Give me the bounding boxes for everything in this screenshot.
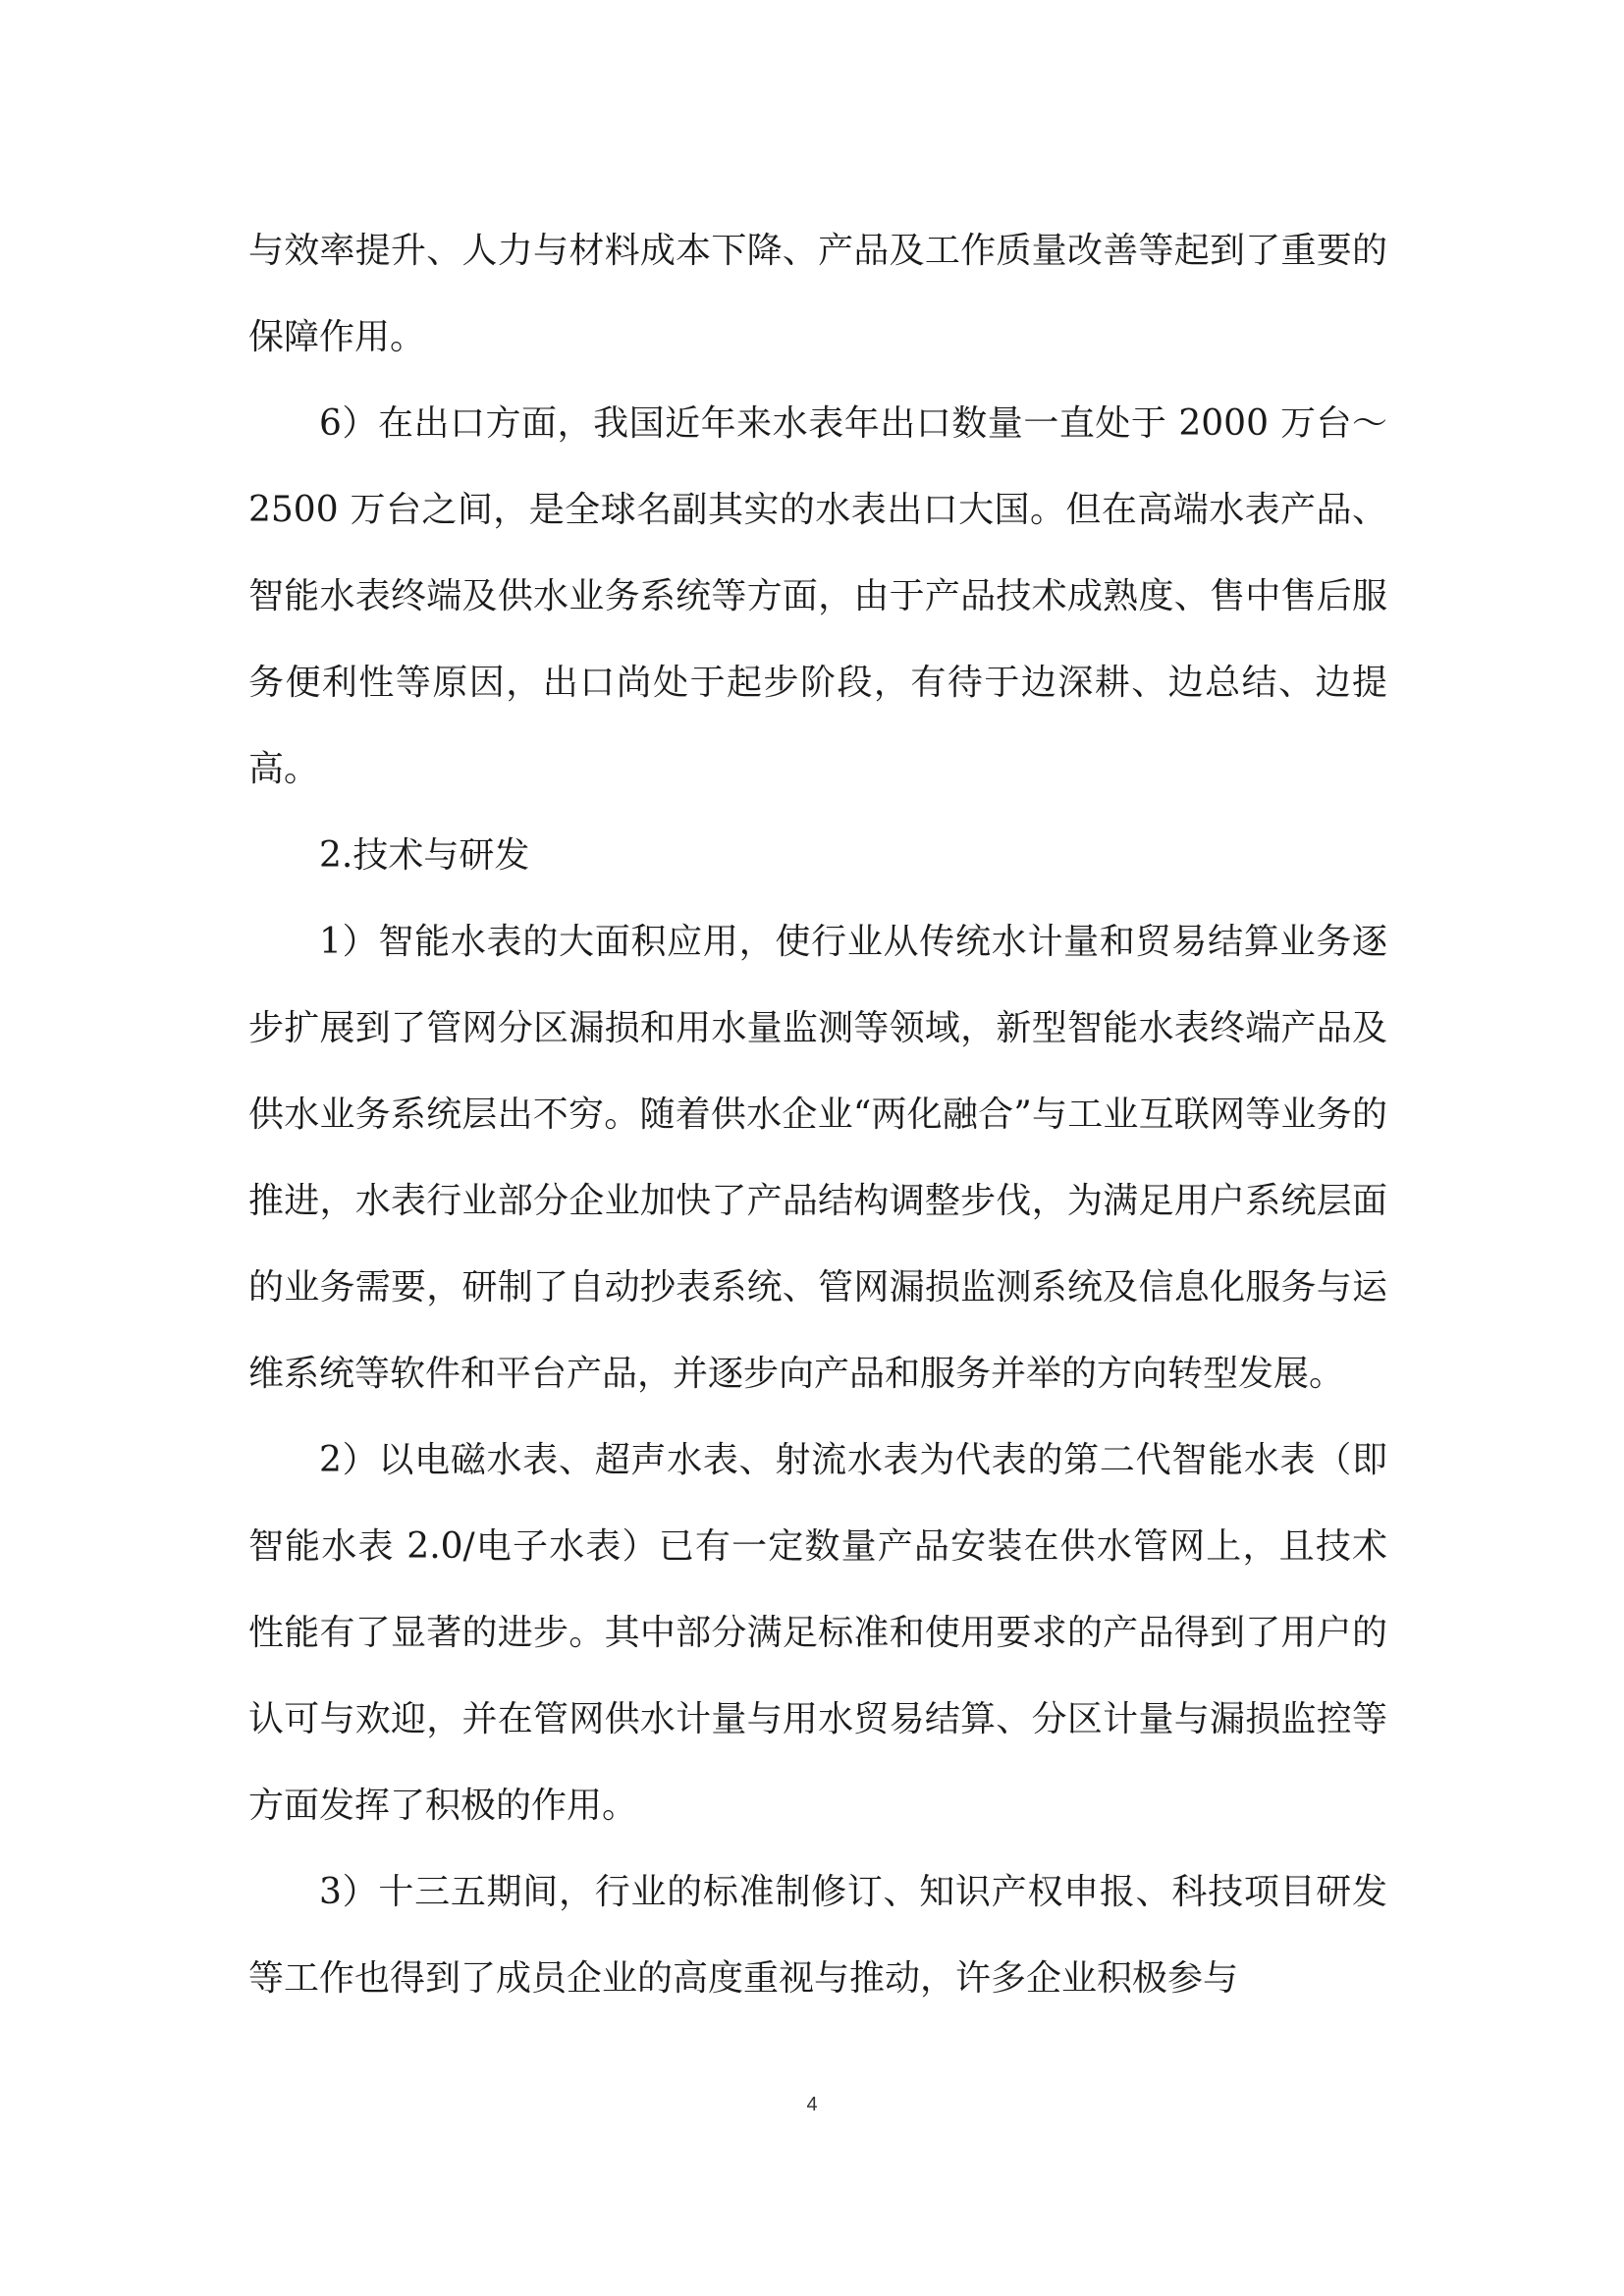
paragraph-continuation: 与效率提升、人力与材料成本下降、产品及工作质量改善等起到了重要的保障作用。 xyxy=(248,231,1387,357)
paragraph-13th-five-year: 3）十三五期间，行业的标准制修订、知识产权申报、科技项目研发等工作也得到了成员企业的高度重视与推动，许多企业积极参与 xyxy=(248,1872,1387,1999)
paragraph-smart-meter: 1）智能水表的大面积应用，使行业从传统水计量和贸易结算业务逐步扩展到了管网分区漏损和用水量监测等领域，新型智能水表终端产品及供水业务系统层出不穷。随着供水企业“两化融合”与工业互联网等业务的推进，水表行业部分企业加快了产品结构调整步伐，为满足用户系统层面的业务需要，研制了自动抄表系统、管网漏损监测系统及信息化服务与运维系统等软件和平台产品，并逐步向产品和服务并举的方向转型发展。 xyxy=(248,922,1387,1394)
paragraph-second-gen: 2）以电磁水表、超声水表、射流水表为代表的第二代智能水表（即智能水表 2.0/电子水表）已有一定数量产品安装在供水管网上，且技术性能有了显著的进步。其中部分满足标准和使用要求的产品得到了用户的认可与欢迎，并在管网供水计量与用水贸易结算、分区计量与漏损监控等方面发挥了积极的作用。 xyxy=(248,1440,1387,1826)
page-number: 4 xyxy=(806,2094,818,2115)
section-heading-tech-rd: 2.技术与研发 xyxy=(319,835,530,876)
body-text xyxy=(248,208,1387,2022)
paragraph-export: 6）在出口方面，我国近年来水表年出口数量一直处于 2000 万台～2500 万台之间，是全球名副其实的水表出口大国。但在高端水表产品、智能水表终端及供水业务系统等方面，由于产品技术成熟度、售中售后服务便利性等原因，出口尚处于起步阶段，有待于边深耕、边总结、边提高。 xyxy=(248,403,1387,789)
